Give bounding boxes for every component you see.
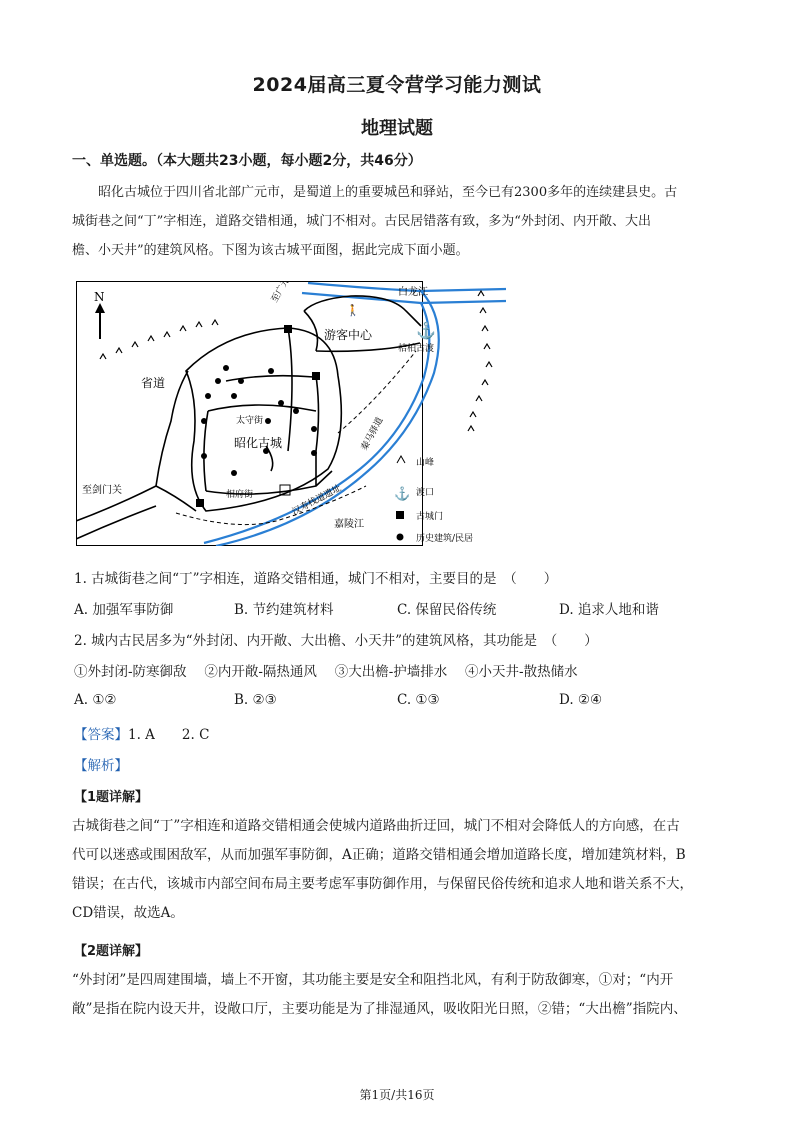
map-frame <box>77 282 423 546</box>
person-icon: 🚶 <box>346 304 360 317</box>
intro-paragraph <box>72 178 724 265</box>
provincial-road <box>76 371 188 521</box>
legend-building: 历史建筑/民居 <box>416 534 474 544</box>
answer-line <box>74 723 209 743</box>
detail-1-body <box>72 812 724 928</box>
legend-ferry: 渡口 <box>416 488 435 498</box>
intro-line-3: 檐、小天井”的建筑风格。下图为该古城平面图，据此完成下面小题。 <box>72 243 469 258</box>
legend-mountain-icon <box>397 456 405 463</box>
section-heading: 一、单选题。（本大题共23小题，每小题2分，共46分） <box>72 153 422 169</box>
gate-north <box>284 325 292 333</box>
label-xiangfu-street: 相府街 <box>226 490 254 500</box>
label-to-jianmenguan: 至剑门关 <box>82 485 122 496</box>
road-link <box>156 486 196 511</box>
detail-2-body <box>72 966 724 1024</box>
label-provincial-road: 省道 <box>141 376 166 390</box>
street-taishou <box>208 405 316 411</box>
question-1-stem: 1. 古城街巷之间“丁”字相连，道路交错相通，城门不相对，主要目的是 （ ） <box>74 571 558 587</box>
label-qinma-road: 秦马驿道 <box>359 415 386 453</box>
road-to-jianmen <box>76 506 156 539</box>
anchor-icon: ⚓ <box>416 321 436 340</box>
label-taishou-street: 太守街 <box>236 416 264 426</box>
gate-east <box>312 372 320 380</box>
detail-1-heading: 【1题详解】 <box>74 790 149 805</box>
page-number: 第1页/共16页 <box>359 1088 435 1102</box>
detail-2-heading: 【2题详解】 <box>74 944 149 959</box>
gate-southwest <box>196 499 204 507</box>
question-2-statements: ①外封闭-防寒御敌 ②内开敞-隔热通风 ③大出檐-护墙排水 ④小天井-散热储水 <box>74 664 578 680</box>
legend-building-icon <box>397 534 404 541</box>
street-south <box>206 471 332 494</box>
detail-2-line-2: 敞”是指在院内设天井，设敞口厅，主要功能是为了排湿通风，吸收阳光日照，②错；“大出檐”指院内、 <box>72 1001 687 1017</box>
q1-option-c[interactable]: C. 保留民俗传统 <box>397 602 497 618</box>
analysis-label: 【解析】 <box>74 758 128 774</box>
legend-gate-icon <box>396 511 404 519</box>
intro-line-2: 城街巷之间“丁”字相连，道路交错相通，城门不相对。古民居错落有致，多为“外封闭、内开敞、大出 <box>72 214 651 229</box>
question-2-stem: 2. 城内古民居多为“外封闭、内开敞、大出檐、小天井”的建筑风格，其功能是 （ ） <box>74 633 598 649</box>
q1-option-a[interactable]: A. 加强军事防御 <box>74 602 174 618</box>
legend-mountain: 山峰 <box>416 458 435 468</box>
detail-1-line-2: 代可以迷惑或围困敌军，从而加强军事防御，A正确；道路交错相通会增加道路长度，增加建筑材料，B <box>72 847 686 863</box>
page-title: 2024届高三夏令营学习能力测试 <box>252 74 542 96</box>
q2-option-d[interactable]: D. ②④ <box>559 692 603 708</box>
q1-option-b[interactable]: B. 节约建筑材料 <box>234 602 334 618</box>
q2-option-a[interactable]: A. ①② <box>74 692 117 708</box>
answer-text: 1. A 2. C <box>128 727 210 743</box>
label-to-guangyuan: 至广元 <box>269 281 293 305</box>
answer-label: 【答案】 <box>74 727 128 743</box>
label-bailong: 白龙江 <box>398 287 428 298</box>
street-center <box>288 328 292 451</box>
label-hanshou-road: 汉寿栈道遗址 <box>290 483 344 518</box>
legend-ferry-icon: ⚓ <box>394 487 411 502</box>
q1-option-d[interactable]: D. 追求人地和谐 <box>559 602 659 618</box>
detail-1-line-3: 错误；在古代，该城市内部空间布局主要考虑军事防御作用，与保留民俗传统和追求人地和谐关系不大， <box>72 876 693 892</box>
map-legend <box>394 456 473 544</box>
north-label: N <box>94 290 105 304</box>
detail-1-line-1: 古城街巷之间“丁”字相连和道路交错相通会使城内道路曲折迂回，城门不相对会降低人的方向感，在古 <box>72 818 680 834</box>
q2-option-c[interactable]: C. ①③ <box>397 692 440 708</box>
q2-option-b[interactable]: B. ②③ <box>234 692 277 708</box>
label-ancient-town: 昭化古城 <box>234 436 283 450</box>
town-map <box>76 281 506 546</box>
street-east <box>316 376 319 486</box>
label-visitor-center: 游客中心 <box>324 328 373 342</box>
label-jialing-river: 嘉陵江 <box>334 519 364 530</box>
intro-line-1: 昭化古城位于四川省北部广元市，是蜀道上的重要城邑和驿站，至今已有2300多年的连续建县史。古 <box>98 185 678 200</box>
north-arrow-icon <box>95 303 105 339</box>
label-ferry-name: 桔柏古渡 <box>398 344 435 354</box>
page-subtitle: 地理试题 <box>361 118 433 139</box>
legend-gate: 古城门 <box>416 512 444 522</box>
detail-1-line-4: CD错误，故选A。 <box>72 905 184 921</box>
detail-2-line-1: “外封闭”是四周建围墙，墙上不开窗，其功能主要是安全和阻挡北风，有利于防敌御寒，①对；“内开 <box>72 972 674 988</box>
